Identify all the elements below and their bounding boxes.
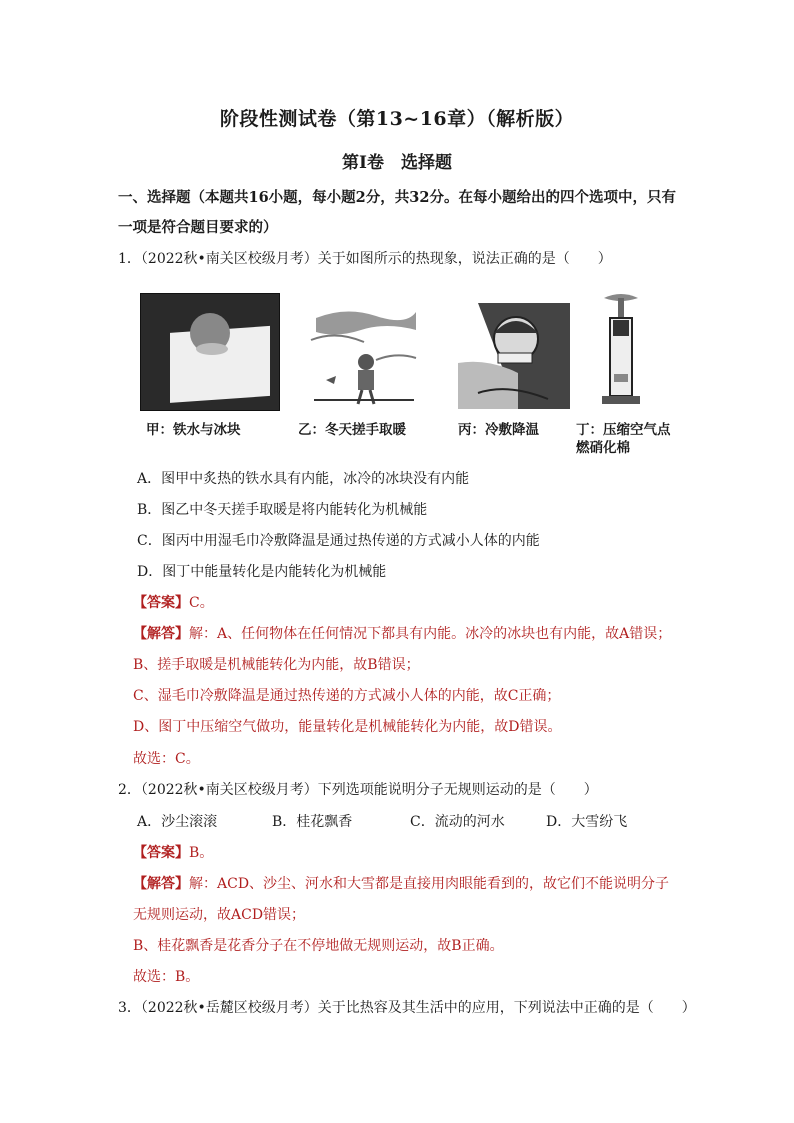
q2-option-c: C．流动的河水: [410, 814, 505, 830]
figure-caption-ding-line1: 丁：压缩空气点: [576, 422, 671, 438]
figure-yi-image: [306, 300, 418, 410]
answer-tag: 【答案】: [133, 595, 189, 611]
q2-choose: 故选：B。: [133, 969, 200, 985]
analysis-text: 解：ACD、沙尘、河水和大雪都是直接用肉眼能看到的，故它们不能说明分子: [189, 876, 670, 892]
instructions-line-2: 一项是符合题目要求的）: [118, 219, 278, 236]
q1-stem: 1．（2022秋•南关区校级月考）关于如图所示的热现象，说法正确的是（ ）: [118, 251, 612, 267]
figure-jia-image: [140, 293, 280, 411]
q2-option-a: A．沙尘滚滚: [137, 814, 218, 830]
analysis-tag: 【解答】: [133, 626, 189, 642]
section-title: 第Ⅰ卷 选择题: [342, 153, 452, 173]
q1-option-b: B．图乙中冬天搓手取暖是将内能转化为机械能: [137, 502, 428, 518]
figure-bing-image: [458, 303, 570, 409]
q1-analysis-line-3: C、湿毛巾冷敷降温是通过热传递的方式减小人体的内能，故C正确；: [133, 688, 561, 704]
q2-analysis-line-1: [133, 873, 669, 893]
answer-tag: 【答案】: [133, 845, 189, 861]
q1-option-c: C．图丙中用湿毛巾冷敷降温是通过热传递的方式减小人体的内能: [137, 533, 540, 549]
q1-choose: 故选：C。: [133, 751, 200, 767]
figure-caption-yi: 乙：冬天搓手取暖: [298, 422, 406, 438]
figure-caption-jia: 甲：铁水与冰块: [146, 422, 241, 438]
q1-option-d: D．图丁中能量转化是内能转化为机械能: [137, 564, 387, 580]
q1-analysis-line-1: [133, 623, 671, 643]
instructions-line-1: 一、选择题（本题共16小题，每小题2分，共32分。在每小题给出的四个选项中，只有: [118, 189, 676, 206]
page-title: 阶段性测试卷（第13~16章）（解析版）: [219, 108, 575, 130]
analysis-text: 解：A、任何物体在任何情况下都具有内能。冰冷的冰块也有内能，故A错误；: [189, 626, 672, 642]
q1-answer: [133, 592, 214, 612]
q1-analysis-line-2: B、搓手取暖是机械能转化为内能，故B错误；: [133, 657, 420, 673]
figure-caption-bing: 丙：冷敷降温: [458, 422, 539, 438]
q2-stem: 2．（2022秋•南关区校级月考）下列选项能说明分子无规则运动的是（ ）: [118, 782, 598, 798]
answer-value: C。: [189, 595, 214, 611]
figure-ding-image: [596, 290, 646, 410]
analysis-tag: 【解答】: [133, 876, 189, 892]
answer-value: B。: [189, 845, 214, 861]
q2-option-d: D．大雪纷飞: [546, 814, 628, 830]
q2-analysis-line-2: 无规则运动，故ACD错误；: [133, 907, 306, 923]
q2-answer: [133, 842, 213, 862]
figure-caption-ding-line2: 燃硝化棉: [576, 440, 630, 456]
q1-option-a: A．图甲中炙热的铁水具有内能，冰冷的冰块没有内能: [137, 471, 470, 487]
q1-analysis-line-4: D、图丁中压缩空气做功，能量转化是机械能转化为内能，故D错误。: [133, 719, 562, 735]
q2-option-b: B．桂花飘香: [272, 814, 353, 830]
q2-analysis-line-3: B、桂花飘香是花香分子在不停地做无规则运动，故B正确。: [133, 938, 504, 954]
q3-stem: 3．（2022秋•岳麓区校级月考）关于比热容及其生活中的应用，下列说法中正确的是（ ）: [118, 1000, 696, 1016]
